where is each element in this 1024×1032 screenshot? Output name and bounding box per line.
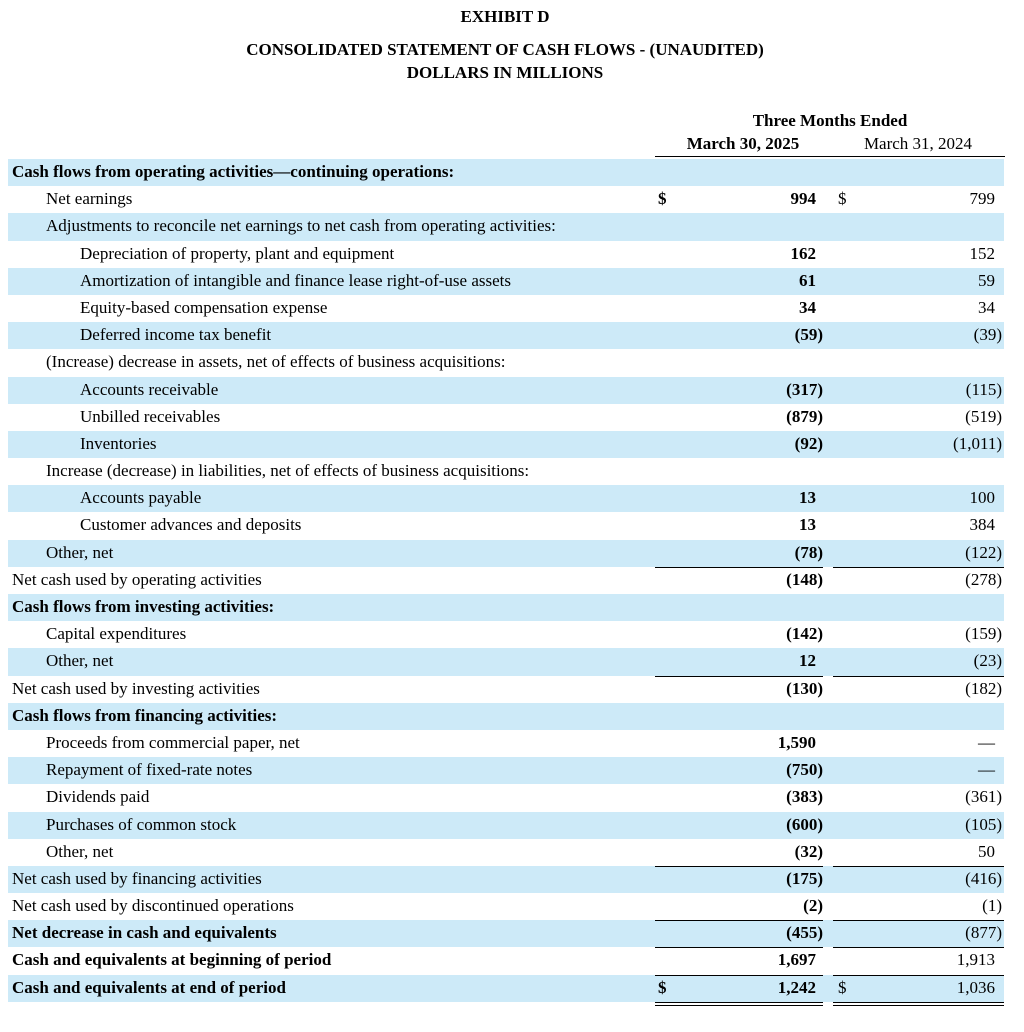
row-label: Depreciation of property, plant and equipment <box>80 243 395 263</box>
value-current: (78) <box>794 542 823 562</box>
row-label: Net cash used by financing activities <box>12 868 262 888</box>
table-row <box>8 567 1004 594</box>
value-current: 12 <box>799 651 816 671</box>
row-label: Cash flows from financing activities: <box>12 705 278 725</box>
value-current: (317) <box>786 379 823 399</box>
row-label: Amortization of intangible and finance lease right-of-use assets <box>80 270 511 290</box>
row-label: Cash flows from operating activities—continuing operations: <box>12 162 455 181</box>
value-prior: 50 <box>978 841 995 861</box>
row-label: Cash and equivalents at beginning of period <box>12 950 332 970</box>
row-label: Net cash used by operating activities <box>12 569 262 589</box>
table-row <box>8 404 1004 431</box>
subtotal-rule <box>655 866 823 867</box>
subtotal-rule <box>655 947 823 948</box>
value-current: (92) <box>794 433 823 453</box>
value-current: (600) <box>786 814 823 834</box>
value-current: (383) <box>786 787 823 807</box>
table-row <box>8 893 1004 920</box>
period-group-header: Three Months Ended <box>752 111 908 130</box>
value-prior: (115) <box>965 379 1002 399</box>
row-label: Capital expenditures <box>46 624 187 644</box>
value-current: (750) <box>786 760 823 780</box>
subtotal-rule <box>655 975 823 976</box>
subtotal-rule <box>655 920 823 921</box>
table-row <box>8 349 1004 376</box>
value-current: 61 <box>799 270 816 290</box>
value-current: (148) <box>786 569 823 589</box>
row-label: Accounts payable <box>80 488 202 508</box>
value-prior: (1,011) <box>953 433 1002 453</box>
table-row <box>8 485 1004 512</box>
cash-flow-table <box>8 159 1004 1002</box>
table-row <box>8 648 1004 675</box>
value-prior: (122) <box>965 542 1002 562</box>
subtotal-rule <box>833 567 1004 568</box>
row-label: Cash and equivalents at end of period <box>12 977 286 997</box>
row-label: Accounts receivable <box>80 379 219 399</box>
row-label: Purchases of common stock <box>46 814 237 834</box>
row-label: Proceeds from commercial paper, net <box>46 732 300 752</box>
subtotal-rule <box>655 676 823 677</box>
value-current: (879) <box>786 406 823 426</box>
row-label: Net earnings <box>46 189 133 209</box>
value-prior: (159) <box>965 624 1002 644</box>
total-double-rule <box>655 1002 823 1006</box>
table-row <box>8 458 1004 485</box>
subtotal-rule <box>833 920 1004 921</box>
value-current: (142) <box>786 624 823 644</box>
value-prior: (278) <box>965 569 1002 589</box>
table-row <box>8 839 1004 866</box>
table-row <box>8 730 1004 757</box>
table-row <box>8 159 1004 186</box>
value-current: 34 <box>799 297 816 317</box>
row-label: Repayment of fixed-rate notes <box>46 760 253 780</box>
row-label: Adjustments to reconcile net earnings to net cash from operating activities: <box>46 216 556 236</box>
value-current: 1,242 <box>777 977 816 997</box>
subtotal-rule <box>833 947 1004 948</box>
value-prior: 384 <box>969 515 995 535</box>
value-current: (455) <box>786 923 823 943</box>
value-prior: 152 <box>969 243 995 263</box>
value-current: 1,590 <box>777 732 816 752</box>
value-prior: 34 <box>978 297 995 317</box>
table-row <box>8 540 1004 567</box>
table-row <box>8 947 1004 974</box>
value-current: 994 <box>790 189 816 209</box>
subtotal-rule <box>833 676 1004 677</box>
subtotal-rule <box>655 567 823 568</box>
value-prior: 100 <box>969 488 995 508</box>
row-label: Deferred income tax benefit <box>80 325 272 345</box>
value-current: 13 <box>799 515 816 535</box>
table-row <box>8 676 1004 703</box>
row-label: Other, net <box>46 841 114 861</box>
value-current: 13 <box>799 488 816 508</box>
table-row <box>8 920 1004 947</box>
value-prior: — <box>978 732 995 752</box>
row-label: Net cash used by discontinued operations <box>12 896 294 916</box>
currency-symbol-prior: $ <box>838 977 847 997</box>
value-prior: (182) <box>965 678 1002 698</box>
value-current: (175) <box>786 868 823 888</box>
value-prior: 1,036 <box>956 977 995 997</box>
row-label: Net cash used by investing activities <box>12 678 260 698</box>
statement-title: CONSOLIDATED STATEMENT OF CASH FLOWS - (UNAUDITED) <box>246 40 764 59</box>
table-row <box>8 594 1004 621</box>
table-row <box>8 703 1004 730</box>
table-row <box>8 268 1004 295</box>
table-row <box>8 377 1004 404</box>
value-prior: (361) <box>965 787 1002 807</box>
table-row <box>8 512 1004 539</box>
row-label: Inventories <box>80 433 157 453</box>
table-row <box>8 621 1004 648</box>
value-current: 162 <box>790 243 816 263</box>
value-prior: (39) <box>973 325 1002 345</box>
table-row <box>8 186 1004 213</box>
value-prior: (877) <box>965 923 1002 943</box>
table-row <box>8 866 1004 893</box>
value-prior: (23) <box>973 651 1002 671</box>
value-current: (59) <box>794 325 823 345</box>
value-current: 1,697 <box>777 950 816 970</box>
row-label: Other, net <box>46 542 114 562</box>
subtotal-rule <box>833 975 1004 976</box>
table-row <box>8 322 1004 349</box>
value-prior: 1,913 <box>956 950 995 970</box>
value-prior: (519) <box>965 406 1002 426</box>
value-prior: (105) <box>965 814 1002 834</box>
value-prior: (416) <box>965 868 1002 888</box>
exhibit-label: EXHIBIT D <box>460 7 550 26</box>
table-row <box>8 812 1004 839</box>
value-prior: (1) <box>982 896 1002 916</box>
total-double-rule <box>833 1002 1004 1006</box>
table-row <box>8 295 1004 322</box>
table-row <box>8 213 1004 240</box>
currency-symbol-current: $ <box>658 977 667 997</box>
row-label: Cash flows from investing activities: <box>12 597 275 616</box>
value-prior: 59 <box>978 270 995 290</box>
value-current: (130) <box>786 678 823 698</box>
row-label: Other, net <box>46 651 114 671</box>
row-label: Customer advances and deposits <box>80 515 302 535</box>
value-current: (32) <box>794 841 823 861</box>
table-row <box>8 975 1004 1002</box>
subtotal-rule <box>833 866 1004 867</box>
row-label: Net decrease in cash and equivalents <box>12 923 277 943</box>
row-label: Equity-based compensation expense <box>80 297 328 317</box>
table-row <box>8 784 1004 811</box>
row-label: (Increase) decrease in assets, net of effects of business acquisitions: <box>46 352 506 372</box>
table-row <box>8 431 1004 458</box>
currency-symbol-current: $ <box>658 189 667 209</box>
value-prior: 799 <box>969 189 995 209</box>
table-row <box>8 757 1004 784</box>
currency-symbol-prior: $ <box>838 189 847 209</box>
table-row <box>8 241 1004 268</box>
row-label: Unbilled receivables <box>80 406 221 426</box>
units-label: DOLLARS IN MILLIONS <box>406 63 604 82</box>
row-label: Increase (decrease) in liabilities, net of effects of business acquisitions: <box>46 461 530 481</box>
value-current: (2) <box>803 896 823 916</box>
column-header-prior: March 31, 2024 <box>831 134 1005 157</box>
column-header-current: March 30, 2025 <box>655 134 831 157</box>
value-prior: — <box>978 760 995 780</box>
row-label: Dividends paid <box>46 787 150 807</box>
